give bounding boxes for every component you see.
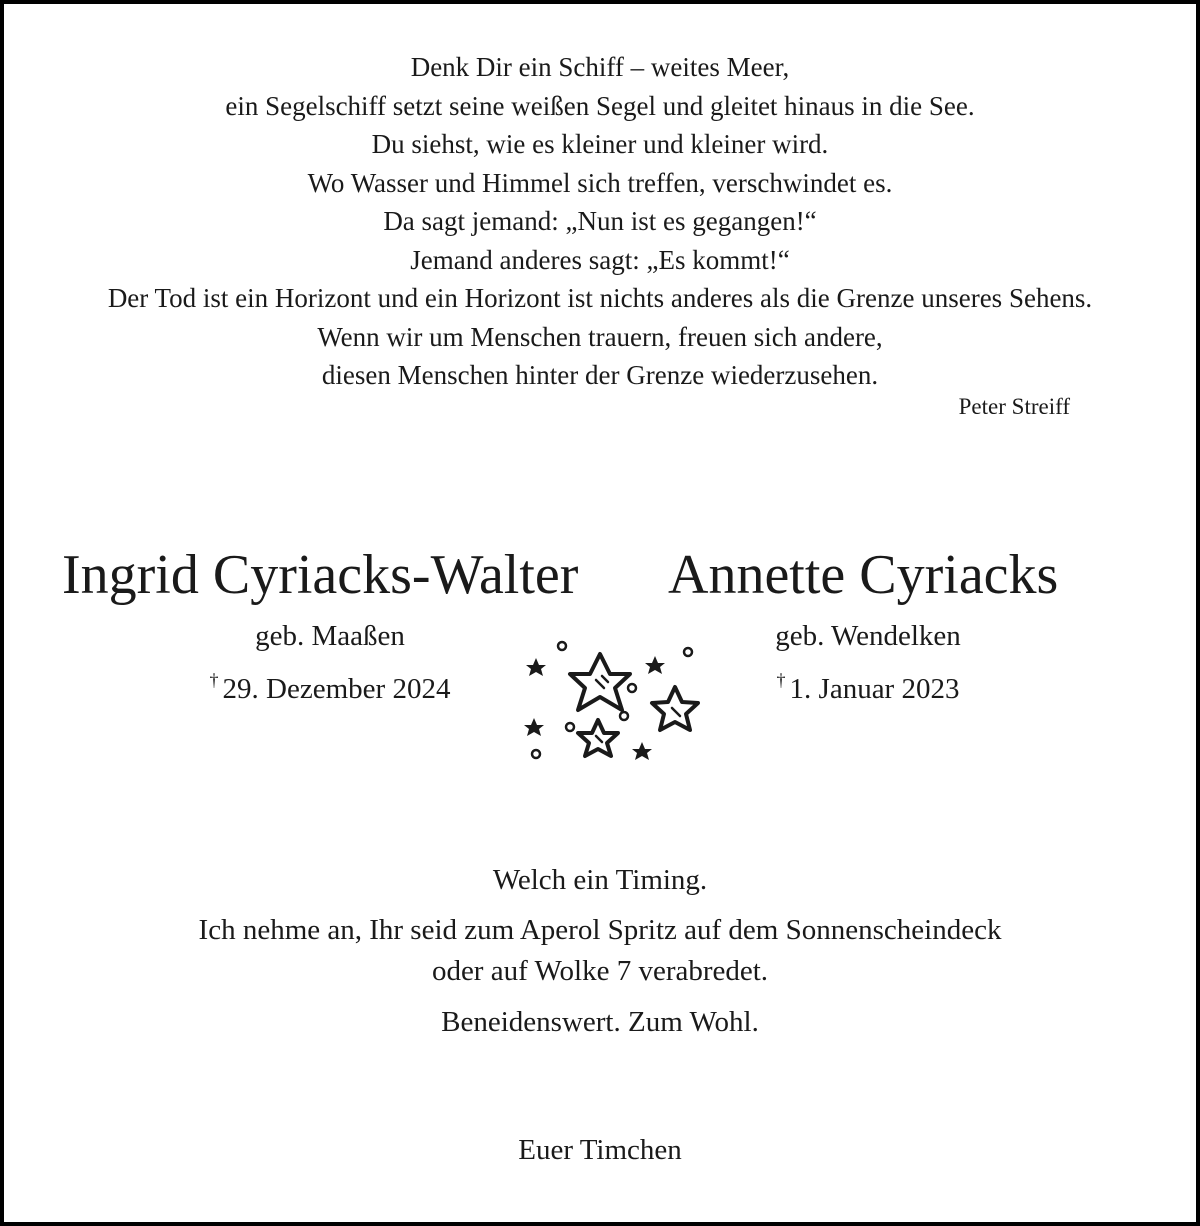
poem-line: diesen Menschen hinter der Grenze wiederzusehen. xyxy=(321,360,879,390)
signature: Euer Timchen xyxy=(518,1134,682,1166)
circle-dot-icon xyxy=(684,648,692,656)
poem-line: Du siehst, wie es kleiner und kleiner wird. xyxy=(371,129,829,159)
deceased-name-ingrid: Ingrid Cyriacks-Walter xyxy=(62,544,579,606)
message-line: Ich nehme an, Ihr seid zum Aperol Spritz auf dem Sonnenscheindeck xyxy=(198,914,1002,946)
poem-line: Jemand anderes sagt: „Es kommt!“ xyxy=(410,244,790,275)
cross-icon: † xyxy=(209,670,219,690)
message-line: oder auf Wolke 7 verabredet. xyxy=(431,955,769,987)
tiny-star-icon xyxy=(526,658,546,676)
cross-icon: † xyxy=(776,670,786,690)
birth-name-ingrid: geb. Maaßen xyxy=(255,620,405,652)
death-date-text: 1. Januar 2023 xyxy=(789,673,960,705)
poem-line: Der Tod ist ein Horizont und ein Horizont ist nichts anderes als die Grenze unseres Sehens. xyxy=(107,283,1093,313)
tiny-star-icon xyxy=(524,718,544,736)
poem-line: Wenn wir um Menschen trauern, freuen sich andere, xyxy=(317,321,883,352)
message-line: Welch ein Timing. xyxy=(492,864,708,896)
circle-dot-icon xyxy=(566,723,574,731)
poem-line: Da sagt jemand: „Nun ist es gegangen!“ xyxy=(383,206,817,236)
message-line: Beneidenswert. Zum Wohl. xyxy=(441,1006,759,1038)
poem-line: Wo Wasser und Himmel sich treffen, verschwindet es. xyxy=(307,167,893,198)
birth-name-annette: geb. Wendelken xyxy=(775,620,961,652)
medium-star-icon xyxy=(652,687,698,730)
death-date-annette xyxy=(668,670,1068,706)
tiny-star-icon xyxy=(632,742,652,760)
circle-dot-icon xyxy=(620,712,628,720)
big-star-icon xyxy=(570,654,630,710)
deceased-name-annette: Annette Cyriacks xyxy=(668,544,1059,606)
tiny-star-icon xyxy=(645,656,665,674)
poem-author: Peter Streiff xyxy=(958,394,1070,419)
poem-line: Denk Dir ein Schiff – weites Meer, xyxy=(410,52,790,82)
death-date-text: 29. Dezember 2024 xyxy=(222,673,451,705)
circle-dot-icon xyxy=(532,750,540,758)
death-date-ingrid xyxy=(130,670,530,706)
circle-dot-icon xyxy=(558,642,566,650)
poem-line: ein Segelschiff setzt seine weißen Segel und gleitet hinaus in die See. xyxy=(225,90,975,121)
stars-icon xyxy=(512,632,712,772)
poem xyxy=(0,48,1200,395)
circle-dot-icon xyxy=(628,684,636,692)
